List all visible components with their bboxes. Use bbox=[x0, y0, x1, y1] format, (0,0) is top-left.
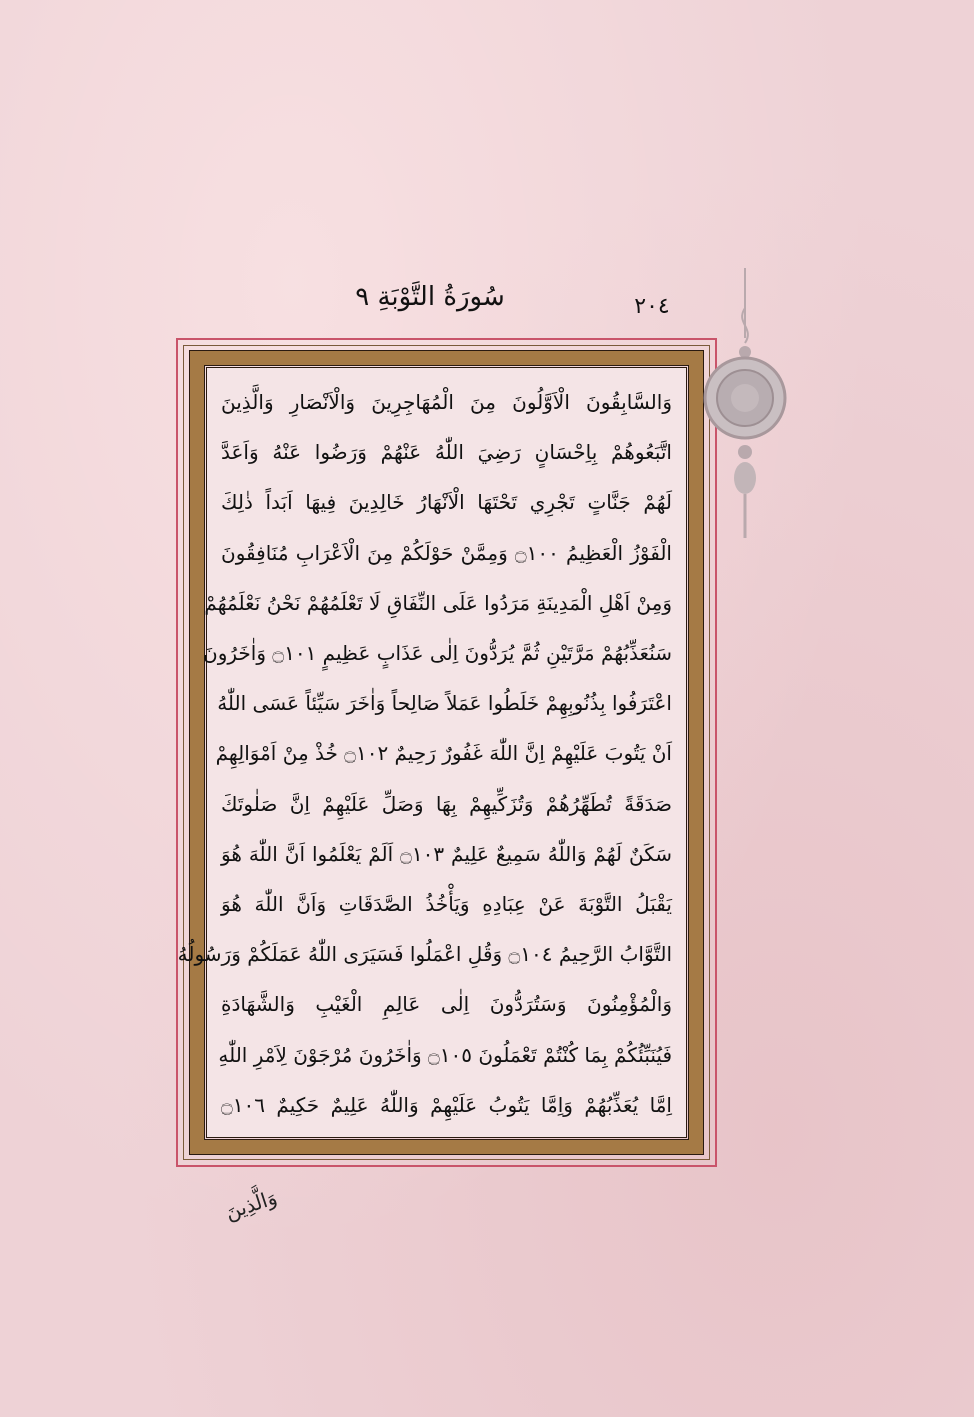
rule-bottom bbox=[176, 1165, 717, 1167]
margin-rosette-icon bbox=[700, 268, 790, 538]
page-number: ٢٠٤ bbox=[634, 294, 670, 319]
text-line-3: لَهُمْ جَنَّاتٍ تَجْرِي تَحْتَهَا الْاَنْهَارُ خَالِدِينَ فِيهَا اَبَداً ذٰلِكَ bbox=[221, 490, 672, 515]
text-line-7: اعْتَرَفُوا بِذُنُوبِهِمْ خَلَطُوا عَمَلاً صَالِحاً وَاٰخَرَ سَيِّئاً عَسَى اللّٰهُ bbox=[217, 691, 672, 716]
rule-left bbox=[176, 338, 178, 1167]
text-line-8: اَنْ يَتُوبَ عَلَيْهِمْ اِنَّ اللّٰهَ غَفُورٌ رَحِيمٌ ۝١٠٢ خُذْ مِنْ اَمْوَالِهِمْ bbox=[215, 741, 672, 766]
catchword: وَالَّذِينَ bbox=[222, 1185, 280, 1225]
text-line-9: صَدَقَةً تُطَهِّرُهُمْ وَتُزَكِّيهِمْ بِهَا وَصَلِّ عَلَيْهِمْ اِنَّ صَلٰوتَكَ bbox=[221, 791, 672, 816]
text-line-2: اتَّبَعُوهُمْ بِاِحْسَانٍ رَضِيَ اللّٰهُ عَنْهُمْ وَرَضُوا عَنْهُ وَاَعَدَّ bbox=[221, 440, 672, 465]
text-line-14: فَيُنَبِّئُكُمْ بِمَا كُنْتُمْ تَعْمَلُونَ ۝١٠٥ وَاٰخَرُونَ مُرْجَوْنَ لِاَمْرِ اللّٰهِ bbox=[218, 1042, 672, 1067]
text-line-6: سَنُعَذِّبُهُمْ مَرَّتَيْنِ ثُمَّ يُرَدُّونَ اِلٰى عَذَابٍ عَظِيمٍ ۝١٠١ وَاٰخَرُونَ bbox=[203, 641, 672, 666]
text-line-10: سَكَنٌ لَهُمْ وَاللّٰهُ سَمِيعٌ عَلِيمٌ ۝١٠٣ اَلَمْ يَعْلَمُوا اَنَّ اللّٰهَ هُوَ bbox=[221, 841, 672, 866]
text-line-15: اِمَّا يُعَذِّبُهُمْ وَاِمَّا يَتُوبُ عَلَيْهِمْ وَاللّٰهُ عَلِيمٌ حَكِيمٌ ۝١٠٦ bbox=[221, 1092, 672, 1117]
text-panel bbox=[177, 367, 687, 1138]
text-line-12: التَّوَّابُ الرَّحِيمُ ۝١٠٤ وَقُلِ اعْمَلُوا فَسَيَرَى اللّٰهُ عَمَلَكُمْ وَرَسُولُهُ bbox=[177, 942, 672, 967]
rule-top bbox=[176, 338, 717, 340]
surah-title: سُورَةُ التَّوْبَةِ ٩ bbox=[355, 282, 505, 312]
text-line-4: الْفَوْزُ الْعَظِيمُ ۝١٠٠ وَمِمَّنْ حَوْلَكُمْ مِنَ الْاَعْرَابِ مُنَافِقُونَ bbox=[221, 540, 672, 565]
text-block bbox=[177, 382, 672, 1125]
text-line-5: وَمِنْ اَهْلِ الْمَدِينَةِ مَرَدُوا عَلَى النِّفَاقِ لَا تَعْلَمُهُمْ نَحْنُ نَعْلَمُهُمْ bbox=[204, 590, 672, 615]
text-line-11: يَقْبَلُ التَّوْبَةَ عَنْ عِبَادِهِ وَيَأْخُذُ الصَّدَقَاتِ وَاَنَّ اللّٰهَ هُوَ bbox=[221, 892, 672, 917]
text-line-13: وَالْمُؤْمِنُونَ وَسَتُرَدُّونَ اِلٰى عَالِمِ الْغَيْبِ وَالشَّهَادَةِ bbox=[221, 992, 672, 1017]
text-line-1: وَالسَّابِقُونَ الْاَوَّلُونَ مِنَ الْمُهَاجِرِينَ وَالْاَنْصَارِ وَالَّذِينَ bbox=[221, 390, 672, 414]
